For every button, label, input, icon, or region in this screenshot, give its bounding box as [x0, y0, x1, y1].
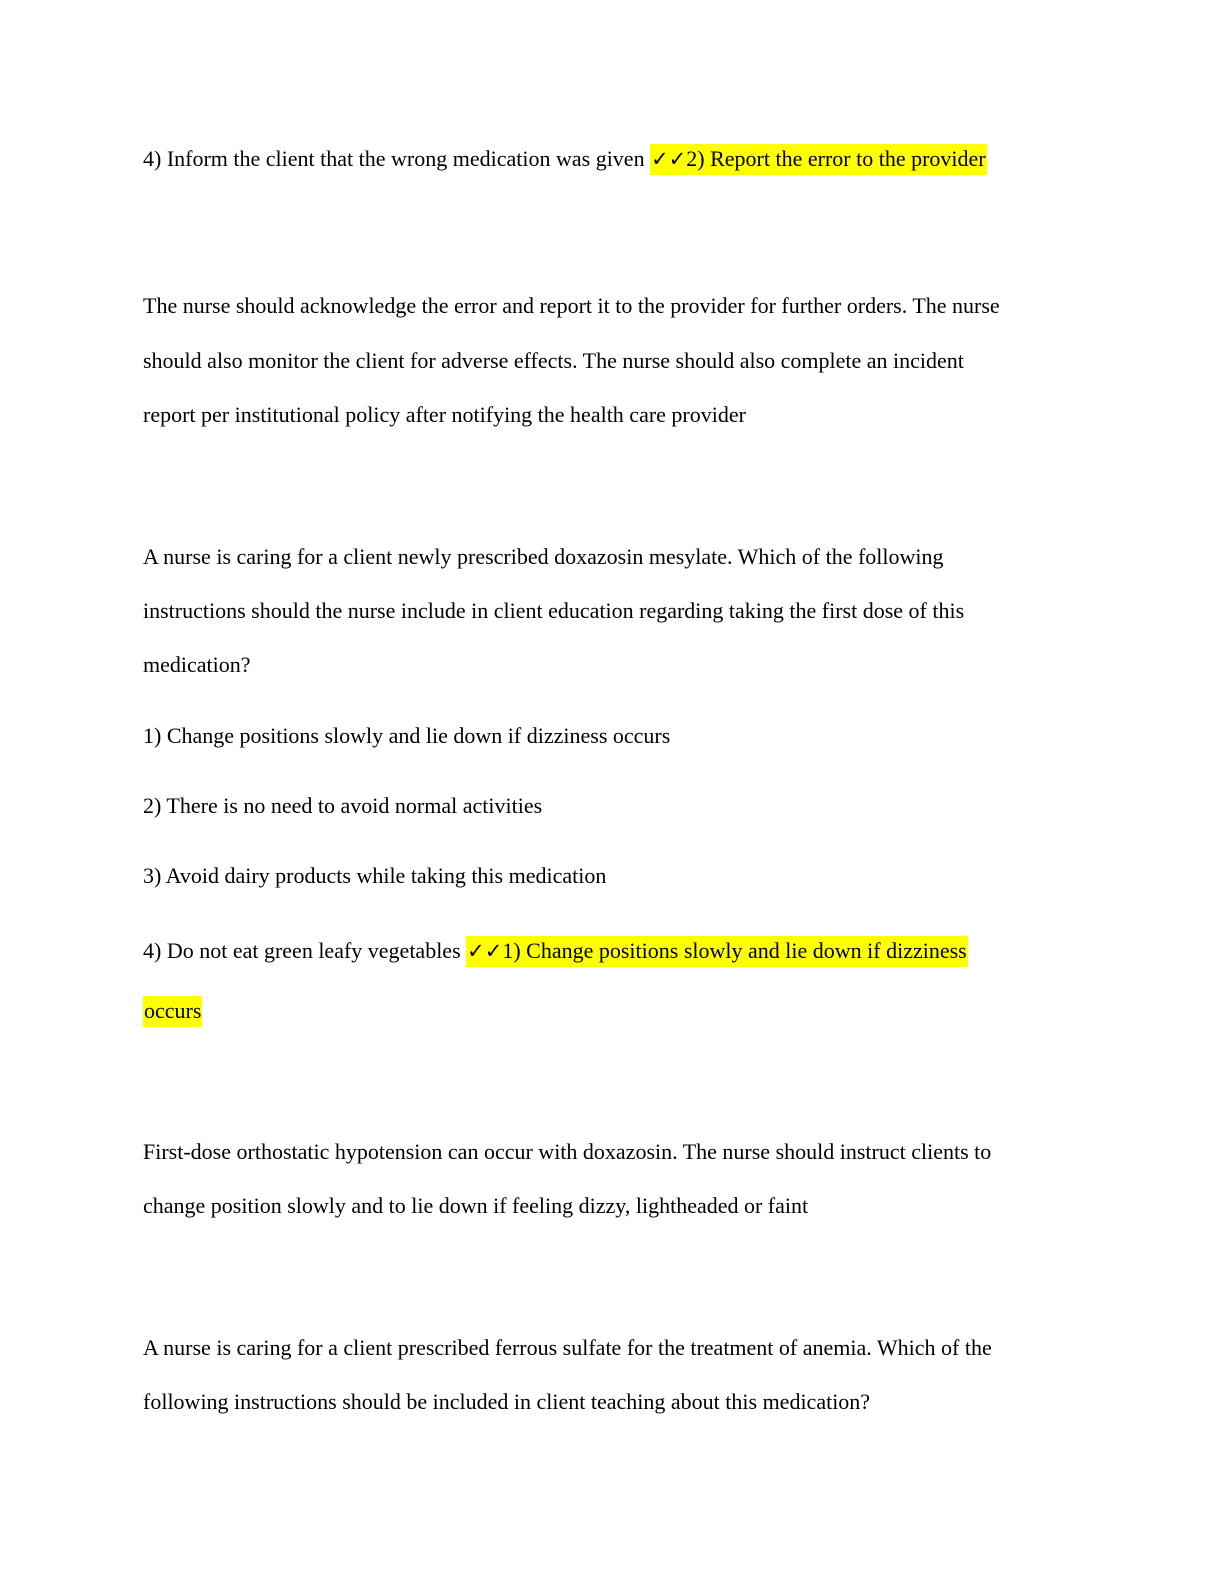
- answer-continuation: [143, 996, 202, 1026]
- double-check-icon: ✓✓: [651, 147, 687, 171]
- option-2: 2) There is no need to avoid normal activities: [143, 793, 543, 818]
- answer-highlight: occurs: [143, 996, 202, 1027]
- question-line-1: A nurse is caring for a client prescribed ferrous sulfate for the treatment of anemia. Which of the: [143, 1335, 992, 1360]
- option-4-text: 4) Inform the client that the wrong medication was given: [143, 146, 651, 171]
- rationale-line-3: report per institutional policy after notifying the health care provider: [143, 402, 746, 427]
- option-1: 1) Change positions slowly and lie down if dizziness occurs: [143, 723, 671, 748]
- answer-line-q1: [143, 144, 987, 174]
- rationale-line-2: change position slowly and to lie down if feeling dizzy, lightheaded or faint: [143, 1193, 809, 1218]
- correct-answer-text: 2) Report the error to the provider: [686, 146, 986, 171]
- question-line-1: A nurse is caring for a client newly prescribed doxazosin mesylate. Which of the following: [143, 544, 944, 569]
- option-3: 3) Avoid dairy products while taking this medication: [143, 863, 607, 888]
- rationale-line-2: should also monitor the client for adverse effects. The nurse should also complete an incident: [143, 348, 964, 373]
- question-line-2: instructions should the nurse include in client education regarding taking the first dose of this: [143, 598, 965, 623]
- question-line-3: medication?: [143, 652, 251, 677]
- answer-highlight: [466, 936, 968, 967]
- rationale-line-1: The nurse should acknowledge the error and report it to the provider for further orders. The nurse: [143, 293, 1000, 318]
- double-check-icon: ✓✓: [467, 939, 503, 963]
- rationale-line-1: First-dose orthostatic hypotension can occur with doxazosin. The nurse should instruct clients to: [143, 1139, 992, 1164]
- correct-answer-text: 1) Change positions slowly and lie down if dizziness: [502, 938, 967, 963]
- option-4: [143, 936, 968, 966]
- question-line-2: following instructions should be included in client teaching about this medication?: [143, 1389, 871, 1414]
- answer-highlight: [650, 144, 987, 175]
- option-4-text: 4) Do not eat green leafy vegetables: [143, 938, 467, 963]
